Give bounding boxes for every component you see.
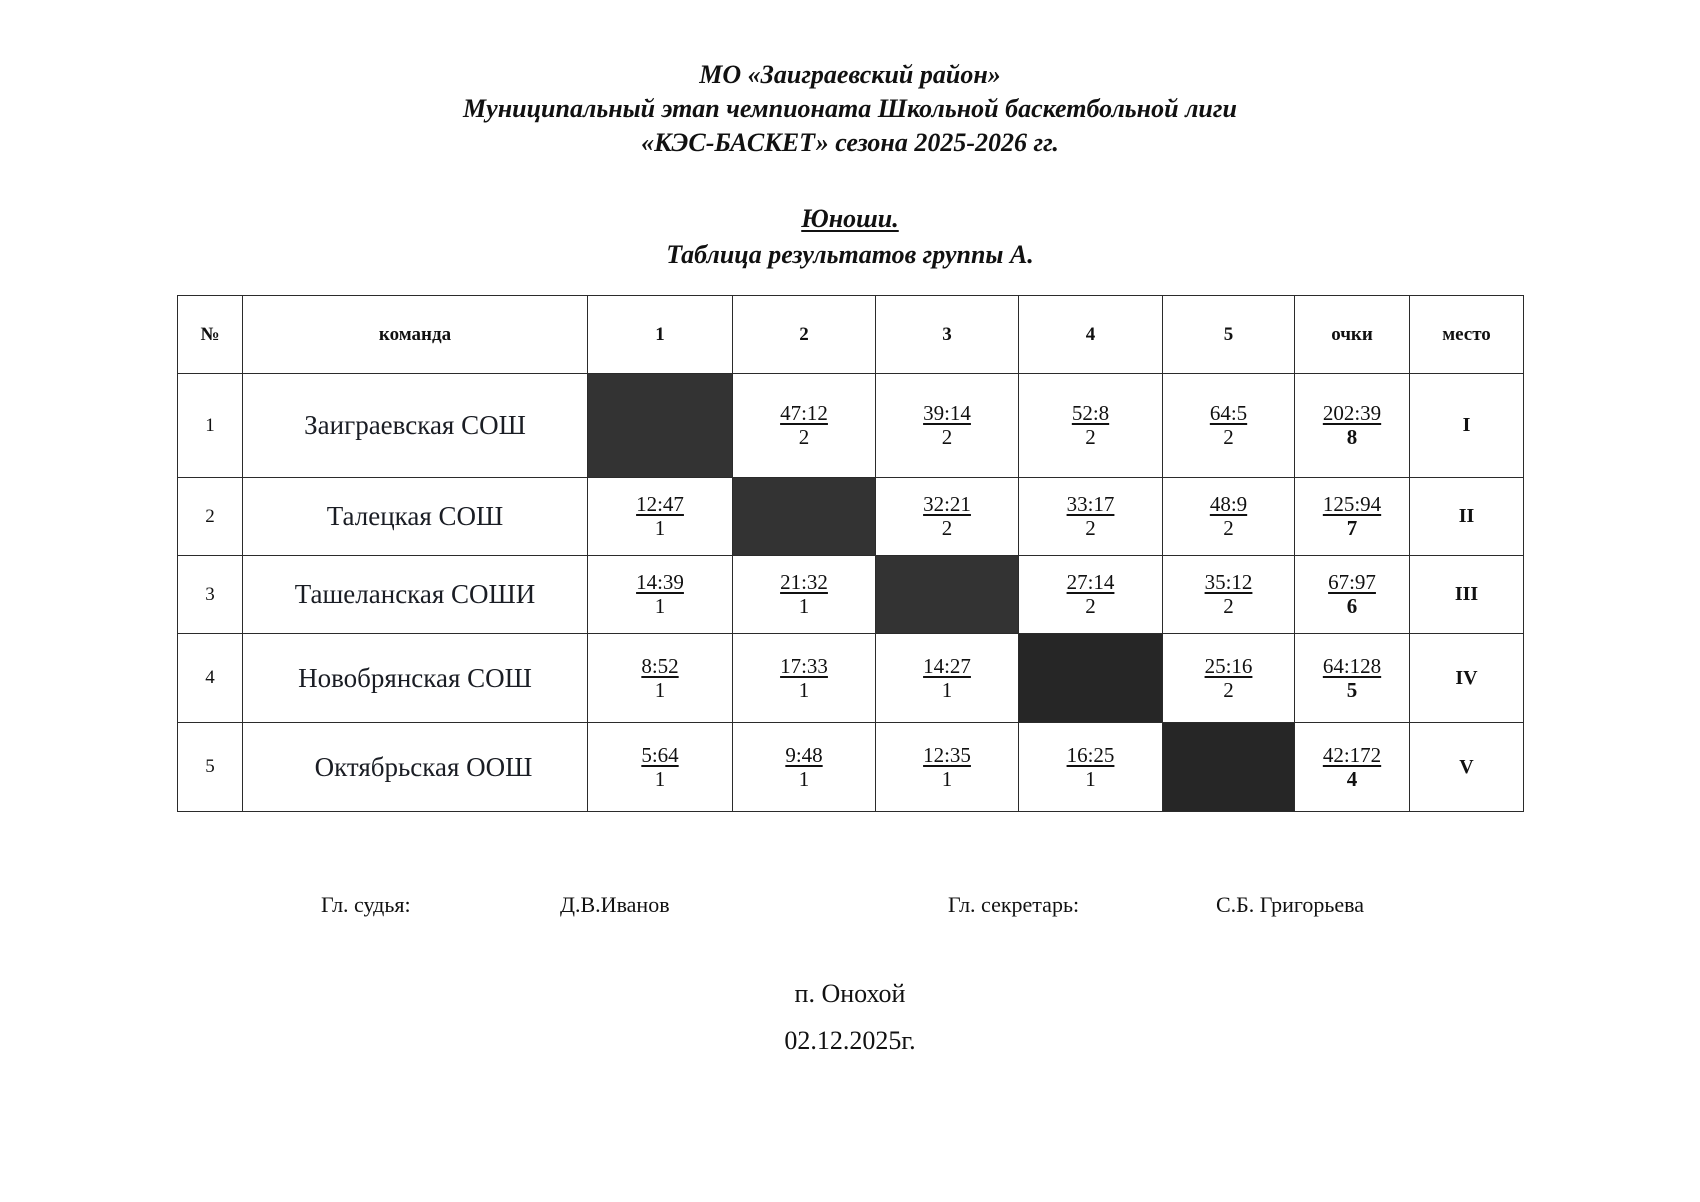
self-match-cell: [588, 374, 733, 478]
category-label: Юноши.: [801, 204, 899, 233]
total-score: 67:97: [1328, 570, 1376, 594]
total-cell: [1295, 478, 1410, 556]
game-result-cell: [876, 723, 1019, 812]
column-header-number: №: [178, 296, 243, 374]
game-result-cell: [1019, 478, 1163, 556]
game-points: 2: [1223, 677, 1234, 702]
game-points: 1: [798, 677, 810, 702]
column-header-place: место: [1410, 296, 1524, 374]
game-score: 14:27: [923, 653, 971, 678]
game-score: 5:64: [641, 742, 679, 767]
game-score: 48:9: [1209, 492, 1248, 516]
total-points: 7: [1346, 516, 1358, 540]
game-points: 2: [1085, 425, 1096, 449]
team-name: Новобрянская СОШ: [243, 634, 588, 723]
total-score: 42:172: [1322, 742, 1382, 767]
total-cell: [1295, 634, 1410, 723]
table-header-row: [178, 296, 1524, 374]
self-match-cell: [733, 478, 876, 556]
game-score: 17:33: [780, 653, 828, 678]
game-score: 35:12: [1204, 570, 1253, 594]
game-points: 1: [1085, 766, 1096, 791]
game-score: 21:32: [780, 570, 828, 594]
total-cell: [1295, 723, 1410, 812]
game-result-cell: [733, 374, 876, 478]
game-result-cell: [588, 634, 733, 723]
total-score: 202:39: [1322, 401, 1382, 425]
table-row: [178, 478, 1524, 556]
game-points: 2: [1085, 516, 1096, 540]
total-points: 5: [1346, 677, 1358, 702]
place-cell: III: [1410, 556, 1524, 634]
document-date: 02.12.2025г.: [784, 1026, 916, 1055]
game-points: 2: [1085, 594, 1096, 618]
game-result-cell: [733, 634, 876, 723]
column-header-opponent-4: 4: [1019, 296, 1163, 374]
total-score: 125:94: [1322, 492, 1382, 516]
team-number: 4: [178, 634, 243, 723]
game-points: 2: [1223, 425, 1234, 449]
header-organization: МО «Заиграевский район»: [699, 60, 1001, 89]
game-result-cell: [876, 634, 1019, 723]
game-score: 9:48: [785, 742, 823, 767]
place-cell: I: [1410, 374, 1524, 478]
game-points: 1: [654, 516, 666, 540]
game-points: 1: [654, 677, 666, 702]
results-table: [177, 295, 1524, 812]
total-cell: [1295, 556, 1410, 634]
game-points: 1: [654, 594, 666, 618]
header-season: «КЭС-БАСКЕТ» сезона 2025-2026 гг.: [641, 128, 1059, 157]
game-result-cell: [1163, 478, 1295, 556]
chief-secretary-name: С.Б. Григорьева: [1216, 892, 1365, 917]
game-points: 1: [941, 766, 953, 791]
game-result-cell: [588, 556, 733, 634]
document-location: п. Онохой: [794, 979, 906, 1008]
table-row: [178, 374, 1524, 478]
team-number: 1: [178, 374, 243, 478]
game-score: 16:25: [1066, 742, 1115, 767]
chief-judge-label: Гл. судья:: [321, 892, 411, 917]
game-result-cell: [1019, 374, 1163, 478]
game-result-cell: [1163, 634, 1295, 723]
team-name: Талецкая СОШ: [243, 478, 588, 556]
game-score: 12:47: [636, 492, 684, 516]
team-number: 2: [178, 478, 243, 556]
game-result-cell: [733, 556, 876, 634]
game-score: 52:8: [1071, 401, 1110, 425]
game-score: 8:52: [641, 653, 679, 678]
game-result-cell: [1019, 723, 1163, 812]
team-number: 3: [178, 556, 243, 634]
column-header-opponent-3: 3: [876, 296, 1019, 374]
place-cell: V: [1410, 723, 1524, 812]
column-header-opponent-1: 1: [588, 296, 733, 374]
self-match-cell: [1019, 634, 1163, 723]
game-points: 1: [654, 766, 666, 791]
game-points: 2: [798, 425, 810, 449]
table-row: [178, 723, 1524, 812]
game-score: 47:12: [780, 401, 828, 425]
total-points: 4: [1346, 766, 1358, 791]
game-result-cell: [876, 478, 1019, 556]
self-match-cell: [876, 556, 1019, 634]
game-result-cell: [1163, 556, 1295, 634]
team-name: Октябрьская ООШ: [243, 723, 588, 812]
column-header-team: команда: [243, 296, 588, 374]
game-score: 12:35: [923, 742, 971, 767]
team-name: Заиграевская СОШ: [243, 374, 588, 478]
team-number: 5: [178, 723, 243, 812]
column-header-opponent-2: 2: [733, 296, 876, 374]
chief-secretary-label: Гл. секретарь:: [948, 892, 1080, 917]
game-score: 64:5: [1209, 401, 1248, 425]
self-match-cell: [1163, 723, 1295, 812]
category-heading: [0, 204, 1700, 234]
chief-judge-name: Д.В.Иванов: [560, 892, 670, 917]
game-points: 1: [798, 766, 810, 791]
place-cell: II: [1410, 478, 1524, 556]
total-points: 6: [1346, 594, 1358, 618]
game-score: 14:39: [636, 570, 684, 594]
game-result-cell: [1163, 374, 1295, 478]
game-score: 32:21: [923, 492, 971, 516]
game-score: 27:14: [1066, 570, 1115, 594]
column-header-opponent-5: 5: [1163, 296, 1295, 374]
total-points: 8: [1346, 425, 1358, 449]
header-event: Муниципальный этап чемпионата Школьной баскетбольной лиги: [463, 94, 1237, 123]
game-points: 2: [941, 516, 953, 540]
game-score: 25:16: [1204, 653, 1253, 678]
game-result-cell: [876, 374, 1019, 478]
game-score: 33:17: [1066, 492, 1115, 516]
total-score: 64:128: [1322, 653, 1382, 678]
column-header-points: очки: [1295, 296, 1410, 374]
game-points: 2: [941, 425, 953, 449]
game-result-cell: [733, 723, 876, 812]
table-row: [178, 634, 1524, 723]
team-name: Ташеланская СОШИ: [243, 556, 588, 634]
game-result-cell: [588, 723, 733, 812]
game-result-cell: [588, 478, 733, 556]
game-points: 2: [1223, 594, 1234, 618]
game-score: 39:14: [923, 401, 971, 425]
game-points: 2: [1223, 516, 1234, 540]
place-cell: IV: [1410, 634, 1524, 723]
game-result-cell: [1019, 556, 1163, 634]
game-points: 1: [798, 594, 810, 618]
game-points: 1: [941, 677, 953, 702]
table-row: [178, 556, 1524, 634]
table-title: Таблица результатов группы А.: [666, 240, 1034, 269]
total-cell: [1295, 374, 1410, 478]
